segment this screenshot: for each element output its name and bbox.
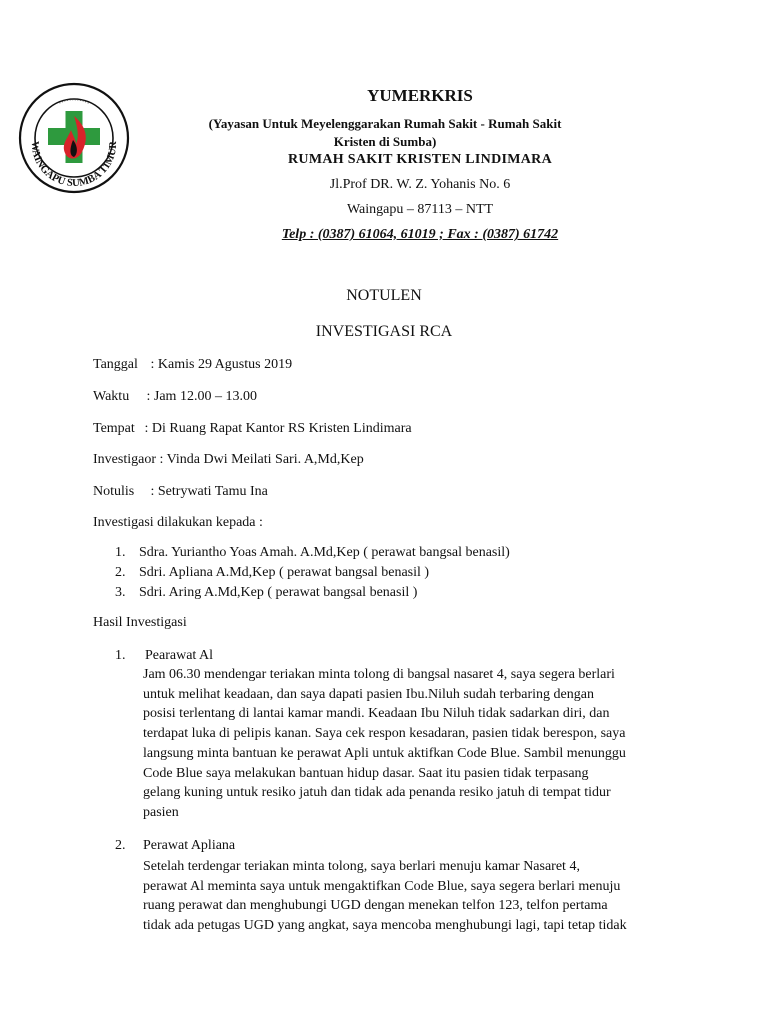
hospital-city: Waingapu – 87113 – NTT [346,202,494,217]
field-value: : Di Ruang Rapat Kantor RS Kristen Lindimara [144,421,412,436]
field-value: : Jam 12.00 – 13.00 [146,389,257,404]
field-date [93,357,292,373]
svg-text:WAINGAPU SUMBA TIMUR: WAINGAPU SUMBA TIMUR [28,140,120,190]
paragraph-line: tidak ada petugas UGD yang angkat, saya mencoba menghubungi lagi, tapi tetap tidak [143,918,627,934]
paragraph-line: Code Blue saya melakukan bantuan hidup dasar. Saat itu pasien tidak terpasang [143,765,589,781]
paragraph-line: Jam 06.30 mendengar teriakan minta tolong di bangsal nasaret 4, saya segera berlari [143,667,615,682]
paragraph-line: posisi terlentang di lantai kamar mandi. Keadaan Ibu Niluh tidak sadarkan diri, dan [143,706,610,722]
field-place [93,421,412,437]
field-label: Waktu [93,389,130,404]
list-number: 3. [115,585,126,600]
paragraph-line: untuk melihat keadaan, dan saya dapati pasien Ibu.Niluh sudah terbaring dengan [143,686,594,702]
field-time [93,389,257,405]
list-number: 2. [115,838,126,853]
svg-text:• • • • • • • • • • • •: • • • • • • • • • • • • [58,97,90,106]
result-item-heading [115,838,235,854]
field-notetaker [93,484,268,500]
paragraph-line: langsung minta bantuan ke perawat Apli untuk aktifkan Code Blue. Sambil menunggu [143,745,626,761]
hospital-phone: Telp : (0387) 61064, 61019 ; Fax : (0387) 61742 [281,227,559,242]
field-investigator [93,452,364,468]
paragraph-line: pasien [143,804,179,820]
list-text: Sdra. Yuriantho Yoas Amah. A.Md,Kep ( perawat bangsal benasil) [139,545,510,560]
paragraph-line: perawat Al meminta saya untuk mengaktifkan Code Blue, saya segera berlari menuju [143,878,621,894]
list-number: 1. [115,648,126,663]
field-label: Tanggal [93,357,138,372]
result-item-heading [115,648,213,664]
field-value: : Vinda Dwi Meilati Sari. A,Md,Kep [159,452,364,467]
field-label: Investigaor [93,452,156,467]
field-label: Tempat [93,421,135,436]
hospital-logo [18,82,130,194]
paragraph-line: gelang kuning untuk resiko jatuh dan tidak ada penanda resiko jatuh di tempat tidur [143,785,611,801]
paragraph-line: Setelah terdengar teriakan minta tolong, saya berlari menuju kamar Nasaret 4, [143,859,580,874]
result-paragraph [143,665,675,823]
field-value: : Kamis 29 Agustus 2019 [150,357,293,372]
list-text: Sdri. Aring A.Md,Kep ( perawat bangsal benasil ) [139,585,418,600]
investigated-list [115,545,510,605]
list-item [115,585,510,605]
paragraph-line: terdapat luka di pelipis kanan. Saya cek respon kesadaran, pasien tidak berespon, saya [143,726,626,742]
list-number: 2. [115,565,126,580]
list-item [115,565,510,585]
list-item [115,545,510,565]
org-description: (Yayasan Untuk Meyelenggarakan Rumah Sakit - Rumah Sakit Kristen di Sumba) [208,116,562,149]
investigated-intro: Investigasi dilakukan kepada : [93,515,263,530]
result-name: Pearawat Al [145,648,214,663]
result-name: Perawat Apliana [143,838,236,853]
list-number: 1. [115,545,126,560]
hospital-address: Jl.Prof DR. W. Z. Yohanis No. 6 [329,177,511,192]
field-label: Notulis [93,484,135,499]
result-paragraph [143,857,675,936]
field-value: : Setrywati Tamu Ina [150,484,268,499]
document-title: NOTULEN [346,287,422,304]
list-text: Sdri. Apliana A.Md,Kep ( perawat bangsal benasil ) [139,565,430,580]
org-name: YUMERKRIS [367,86,473,105]
hospital-name: RUMAH SAKIT KRISTEN LINDIMARA [288,152,552,167]
paragraph-line: ruang perawat dan menghubungi UGD dengan menekan telfon 123, telfon pertama [143,898,608,914]
results-heading: Hasil Investigasi [93,615,187,630]
document-subtitle: INVESTIGASI RCA [315,323,453,340]
